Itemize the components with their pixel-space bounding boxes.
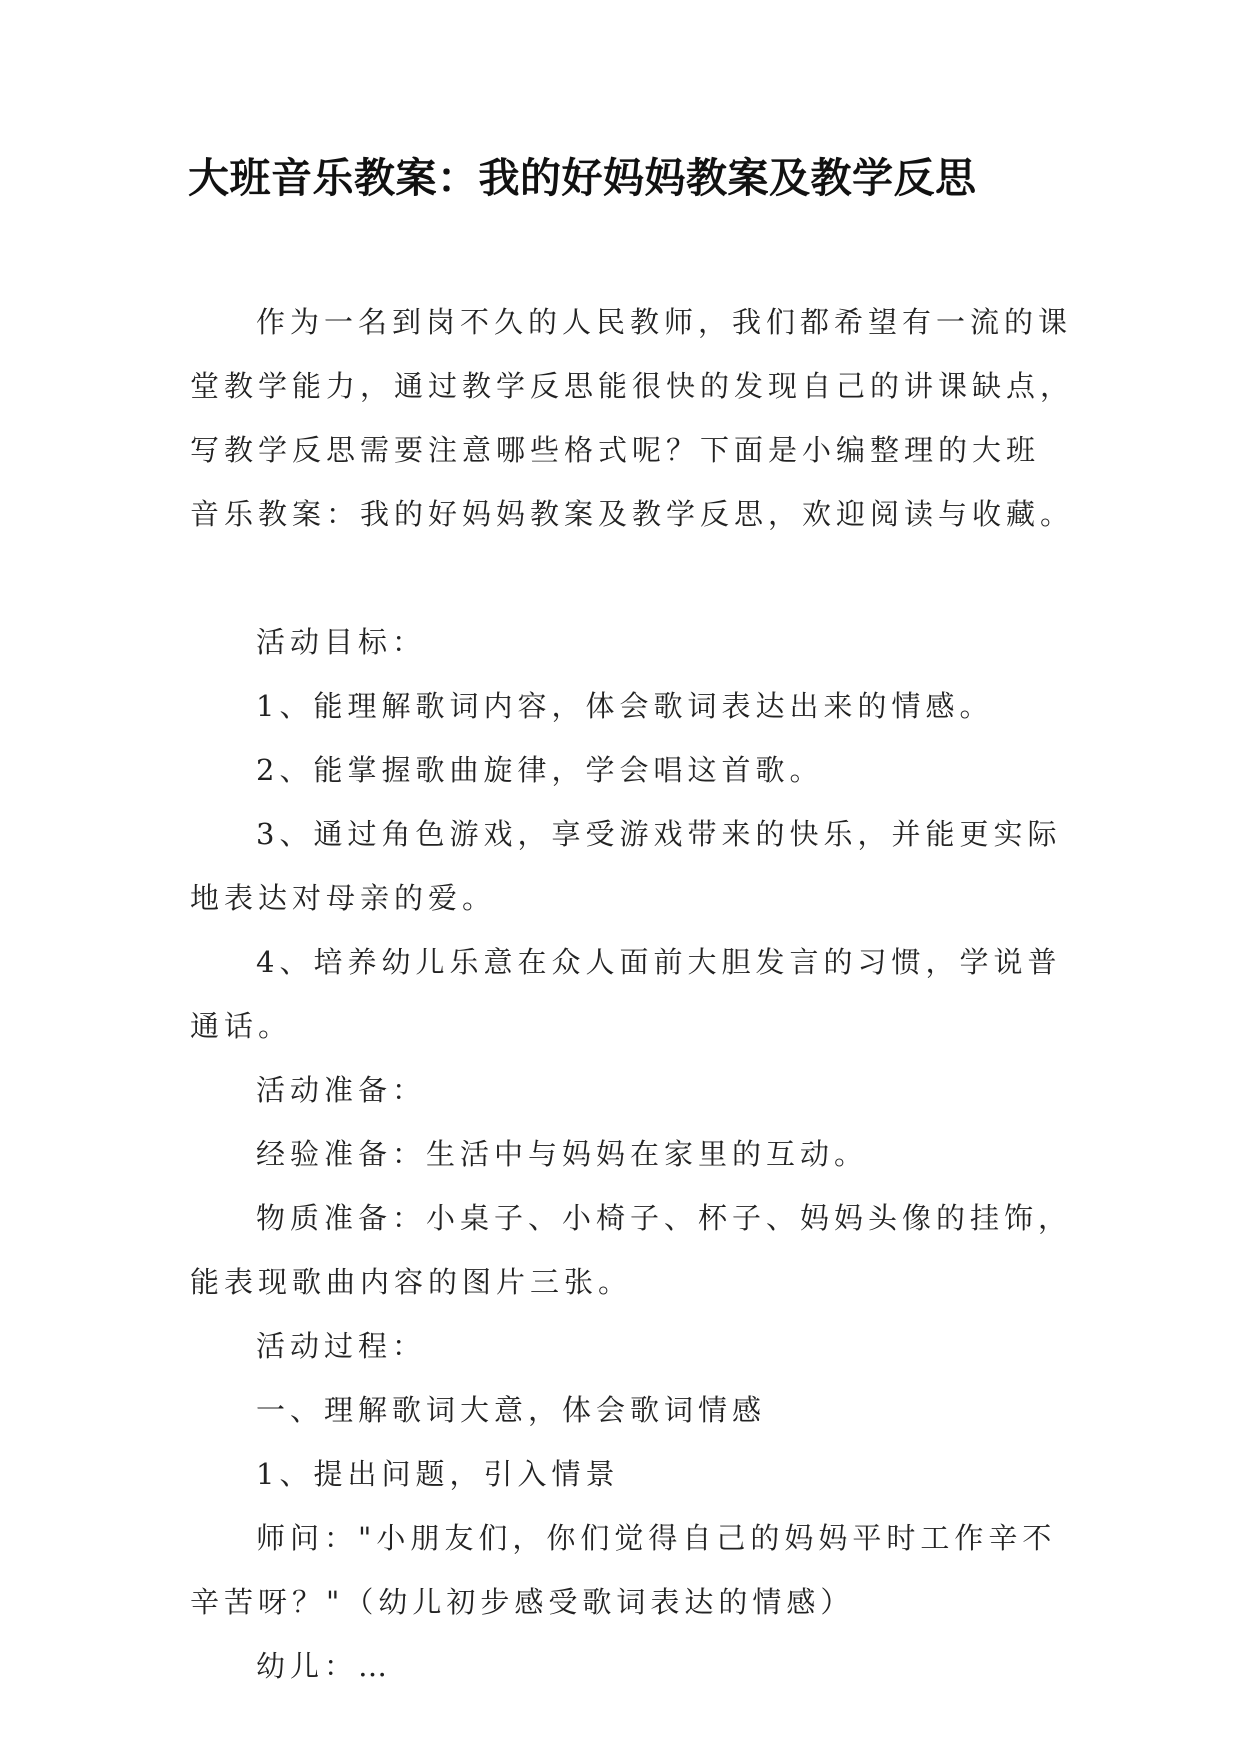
process-step: 1、提出问题，引入情景: [256, 1457, 620, 1491]
objective-item: 3、通过角色游戏，享受游戏带来的快乐，并能更实际: [256, 817, 1062, 851]
dialogue-line-continued: 辛苦呀？"（幼儿初步感受歌词表达的情感）: [190, 1585, 855, 1619]
preparation-item: 经验准备：生活中与妈妈在家里的互动。: [256, 1137, 869, 1171]
section-heading-objectives: 活动目标：: [256, 625, 427, 659]
process-step: 一、理解歌词大意，体会歌词情感: [256, 1393, 767, 1427]
objective-item: 4、培养幼儿乐意在众人面前大胆发言的习惯，学说普: [256, 945, 1062, 979]
section-heading-process: 活动过程：: [256, 1329, 427, 1363]
objective-item-continued: 通话。: [190, 1009, 293, 1043]
objective-item: 1、能理解歌词内容，体会歌词表达出来的情感。: [256, 689, 994, 723]
document-title: 大班音乐教案：我的好妈妈教案及教学反思: [188, 154, 977, 202]
preparation-item-continued: 能表现歌曲内容的图片三张。: [190, 1265, 633, 1299]
dialogue-line: 幼儿：…: [256, 1649, 393, 1683]
paragraph-gap: [190, 546, 1070, 610]
objective-item: 2、能掌握歌曲旋律，学会唱这首歌。: [256, 753, 824, 787]
intro-line: 音乐教案：我的好妈妈教案及教学反思，欢迎阅读与收藏。: [190, 497, 1075, 531]
section-heading-preparation: 活动准备：: [256, 1073, 427, 1107]
intro-line: 作为一名到岗不久的人民教师，我们都希望有一流的课: [256, 305, 1073, 339]
document-body: [190, 290, 1075, 1698]
preparation-item: 物质准备：小桌子、小椅子、杯子、妈妈头像的挂饰，: [256, 1201, 1073, 1235]
intro-line: 写教学反思需要注意哪些格式呢？下面是小编整理的大班: [190, 433, 1041, 467]
intro-line: 堂教学能力，通过教学反思能很快的发现自己的讲课缺点，: [190, 369, 1075, 403]
dialogue-line: 师问："小朋友们，你们觉得自己的妈妈平时工作辛不: [256, 1521, 1057, 1555]
objective-item-continued: 地表达对母亲的爱。: [190, 881, 497, 915]
